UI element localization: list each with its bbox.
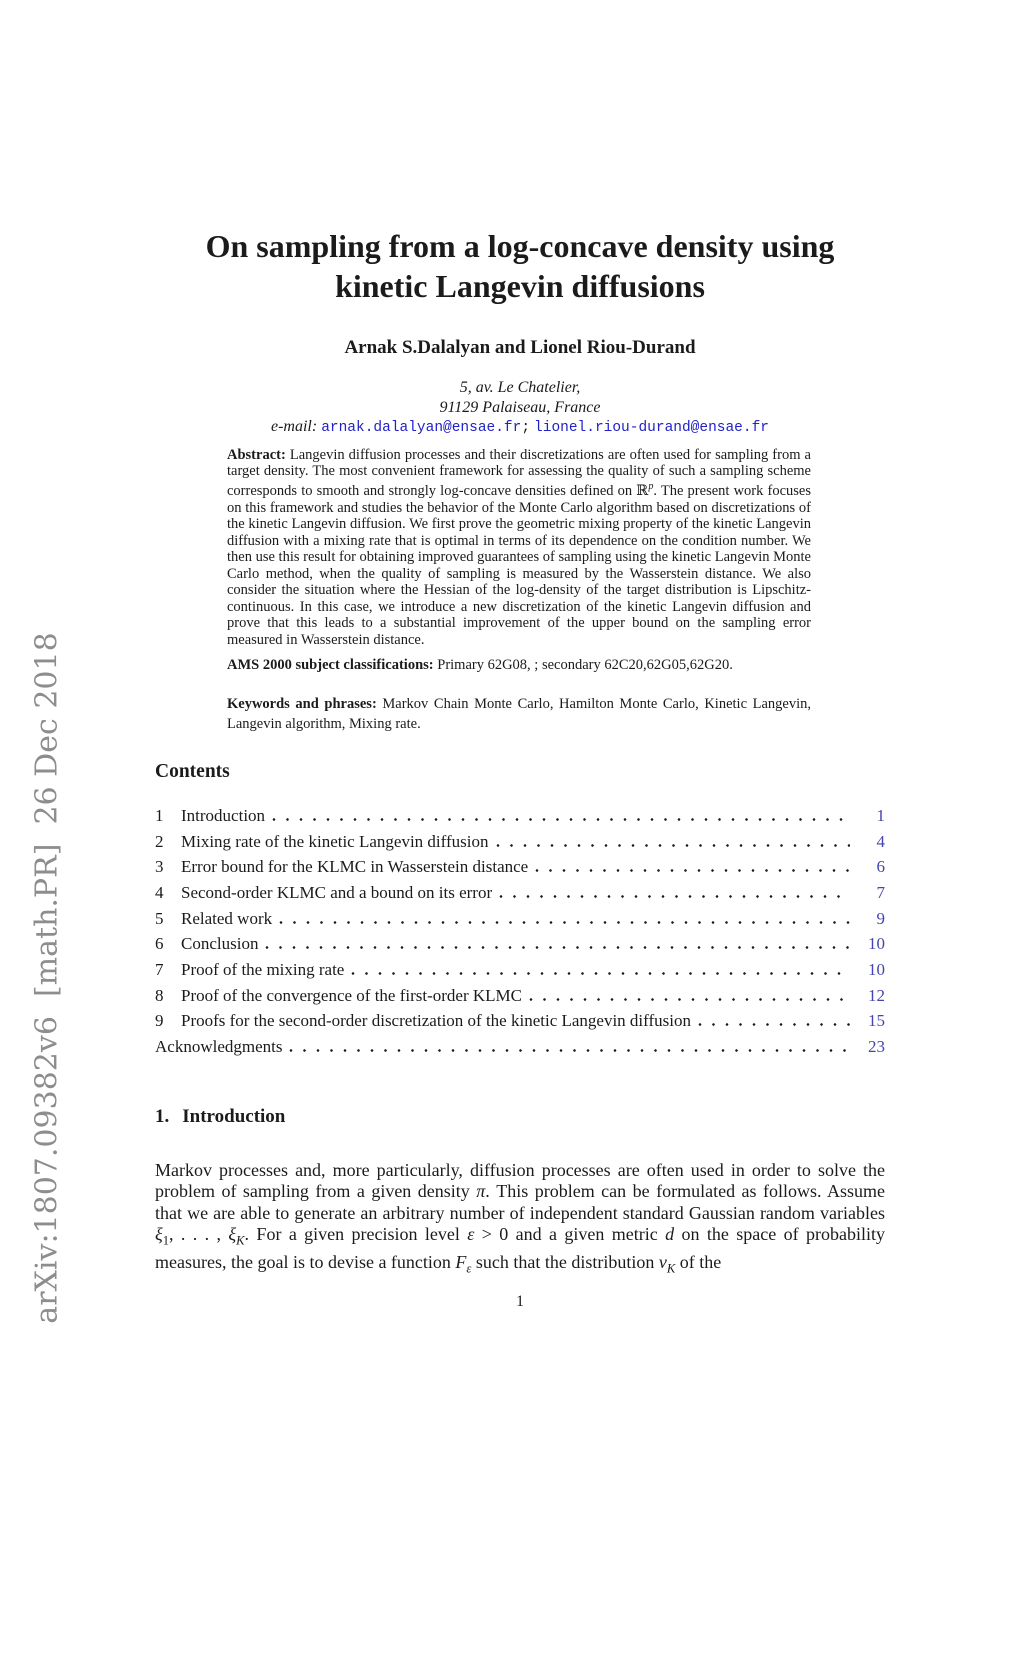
- email-line: [155, 417, 885, 439]
- toc-entry-label: Proof of the mixing rate: [181, 959, 345, 979]
- toc-entry-label: Conclusion: [181, 934, 259, 954]
- toc-entry-label: Mixing rate of the kinetic Langevin diffusion: [181, 831, 489, 851]
- toc-entry-page[interactable]: 4: [876, 831, 885, 851]
- toc-row: [155, 857, 885, 883]
- section-1-number: 1.: [155, 1105, 170, 1127]
- ams-text: Primary 62G08, ; secondary 62C20,62G05,62G20.: [437, 657, 733, 674]
- toc-row: [155, 832, 885, 858]
- intro-paragraph: Markov processes and, more particularly, diffusion processes are often used in order to solve the problem of sampling from a given density π. This problem can be formulated as follows. Assume that we are able to generate an arbitrary number of independent standard Gaussian random variables $\xi_1$, . . . , $\xi_K$. For a given precision level ε > 0 and a given metric d on the space of probability measures, the goal is to devise a function $F_\varepsilon$ such that the distribution $\nu_K$ of the: [155, 1159, 885, 1276]
- toc-row: [155, 1037, 885, 1063]
- toc-entry-number: 7: [155, 959, 164, 979]
- toc-entry-page[interactable]: 1: [876, 805, 885, 825]
- contents-heading: Contents: [155, 760, 230, 782]
- toc-entry-number: 6: [155, 934, 164, 954]
- toc-entry-page[interactable]: 12: [868, 985, 885, 1005]
- keywords-text: Markov Chain Monte Carlo, Hamilton Monte Carlo, Kinetic Langevin, Langevin algorithm, Mixing rate.: [227, 695, 811, 733]
- toc-dot-leader: [529, 998, 850, 1001]
- toc-entry-page[interactable]: 23: [868, 1037, 885, 1057]
- toc-row: [155, 1011, 885, 1037]
- toc-entry-label: Error bound for the KLMC in Wasserstein distance: [181, 857, 529, 877]
- toc-entry-number: 3: [155, 857, 164, 877]
- ams-label: AMS 2000 subject classifications:: [227, 657, 434, 674]
- toc-entry-page[interactable]: 10: [868, 959, 885, 979]
- section-1-title: Introduction: [182, 1105, 286, 1127]
- toc-row: [155, 883, 885, 909]
- toc-row: [155, 934, 885, 960]
- toc-dot-leader: [535, 869, 850, 872]
- email-link-2[interactable]: lionel.riou-durand@ensae.fr: [534, 420, 769, 436]
- toc-row: [155, 986, 885, 1012]
- toc-dot-leader: [496, 844, 850, 847]
- abstract-label: Abstract:: [227, 446, 286, 463]
- arxiv-watermark-text: arXiv:1807.09382v6 [math.PR] 26 Dec 2018: [29, 632, 65, 1324]
- abstract-text: Langevin diffusion processes and their discretizations are often used for sampling from a target density. The most convenient framework for assessing the quality of such a sampling scheme corresponds to smooth and strongly log-concave densities defined on ℝ$^p$. The present work focuses on this framework and studies the behavior of the Monte Carlo algorithm based on discretizations of the kinetic Langevin diffusion. We first prove the geometric mixing property of the kinetic Langevin diffusion with a mixing rate that is optimal in terms of its dependence on the condition number. We then use this result for obtaining improved guarantees of sampling using the kinetic Langevin Monte Carlo method, when the quality of sampling is measured by the Wasserstein distance. We also consider the situation where the Hessian of the log-density of the target distribution is Lipschitz-continuous. In this case, we introduce a new discretization of the kinetic Langevin diffusion and prove that this leads to a substantial improvement of the upper bound on the sampling error measured in Wasserstein distance.: [227, 446, 811, 648]
- toc-entry-label: Related work: [181, 908, 273, 928]
- toc-entry-page[interactable]: 10: [868, 934, 885, 954]
- toc-entry-number: 9: [155, 1011, 164, 1031]
- toc-dot-leader: [272, 818, 850, 821]
- toc-entry-label: Introduction: [181, 805, 266, 825]
- toc-dot-leader: [499, 895, 850, 898]
- ams-classifications: [227, 655, 811, 676]
- keywords: [227, 694, 811, 735]
- authors: Arnak S.Dalalyan and Lionel Riou-Durand: [344, 337, 696, 358]
- toc-dot-leader: [351, 972, 850, 975]
- section-1-heading: [155, 1106, 885, 1128]
- toc-entry-page[interactable]: 15: [868, 1011, 885, 1031]
- toc-dot-leader: [279, 921, 850, 924]
- toc-entry-label: Second-order KLMC and a bound on its error: [181, 882, 493, 902]
- address-line-1: 5, av. Le Chatelier,: [459, 379, 581, 396]
- toc-entry-number: 8: [155, 985, 164, 1005]
- toc-entry-number: 5: [155, 908, 164, 928]
- toc-row: [155, 909, 885, 935]
- toc-dot-leader: [265, 946, 850, 949]
- email-label: e-mail:: [271, 418, 318, 435]
- email-link-1[interactable]: arnak.dalalyan@ensae.fr: [321, 420, 522, 436]
- toc-entry-number: 2: [155, 831, 164, 851]
- keywords-label: Keywords and phrases:: [227, 695, 377, 712]
- toc-entry-label: Proof of the convergence of the first-order KLMC: [181, 985, 522, 1005]
- paper-title-line-2: kinetic Langevin diffusions: [335, 268, 705, 304]
- email-separator: ;: [521, 420, 531, 436]
- paper-title: [155, 226, 885, 306]
- toc-entry-page[interactable]: 9: [876, 908, 885, 928]
- abstract: [227, 447, 811, 649]
- toc-dot-leader: [698, 1023, 850, 1026]
- toc-list: [155, 806, 885, 1063]
- paper-title-line-1: On sampling from a log-concave density using: [205, 228, 835, 264]
- toc-entry-page[interactable]: 7: [876, 882, 885, 902]
- paper-page: [155, 226, 885, 1311]
- toc-dot-leader: [289, 1049, 850, 1052]
- toc-row: [155, 960, 885, 986]
- toc-entry-label: Acknowledgments: [155, 1037, 283, 1057]
- toc-entry-page[interactable]: 6: [876, 857, 885, 877]
- toc-row: [155, 806, 885, 832]
- address-line-2: 91129 Palaiseau, France: [439, 398, 601, 416]
- address-block: [155, 378, 885, 439]
- toc-entry-label: Proofs for the second-order discretization of the kinetic Langevin diffusion: [181, 1011, 692, 1031]
- page-number: 1: [516, 1292, 524, 1310]
- toc-entry-number: 4: [155, 882, 164, 902]
- toc-entry-number: 1: [155, 805, 164, 825]
